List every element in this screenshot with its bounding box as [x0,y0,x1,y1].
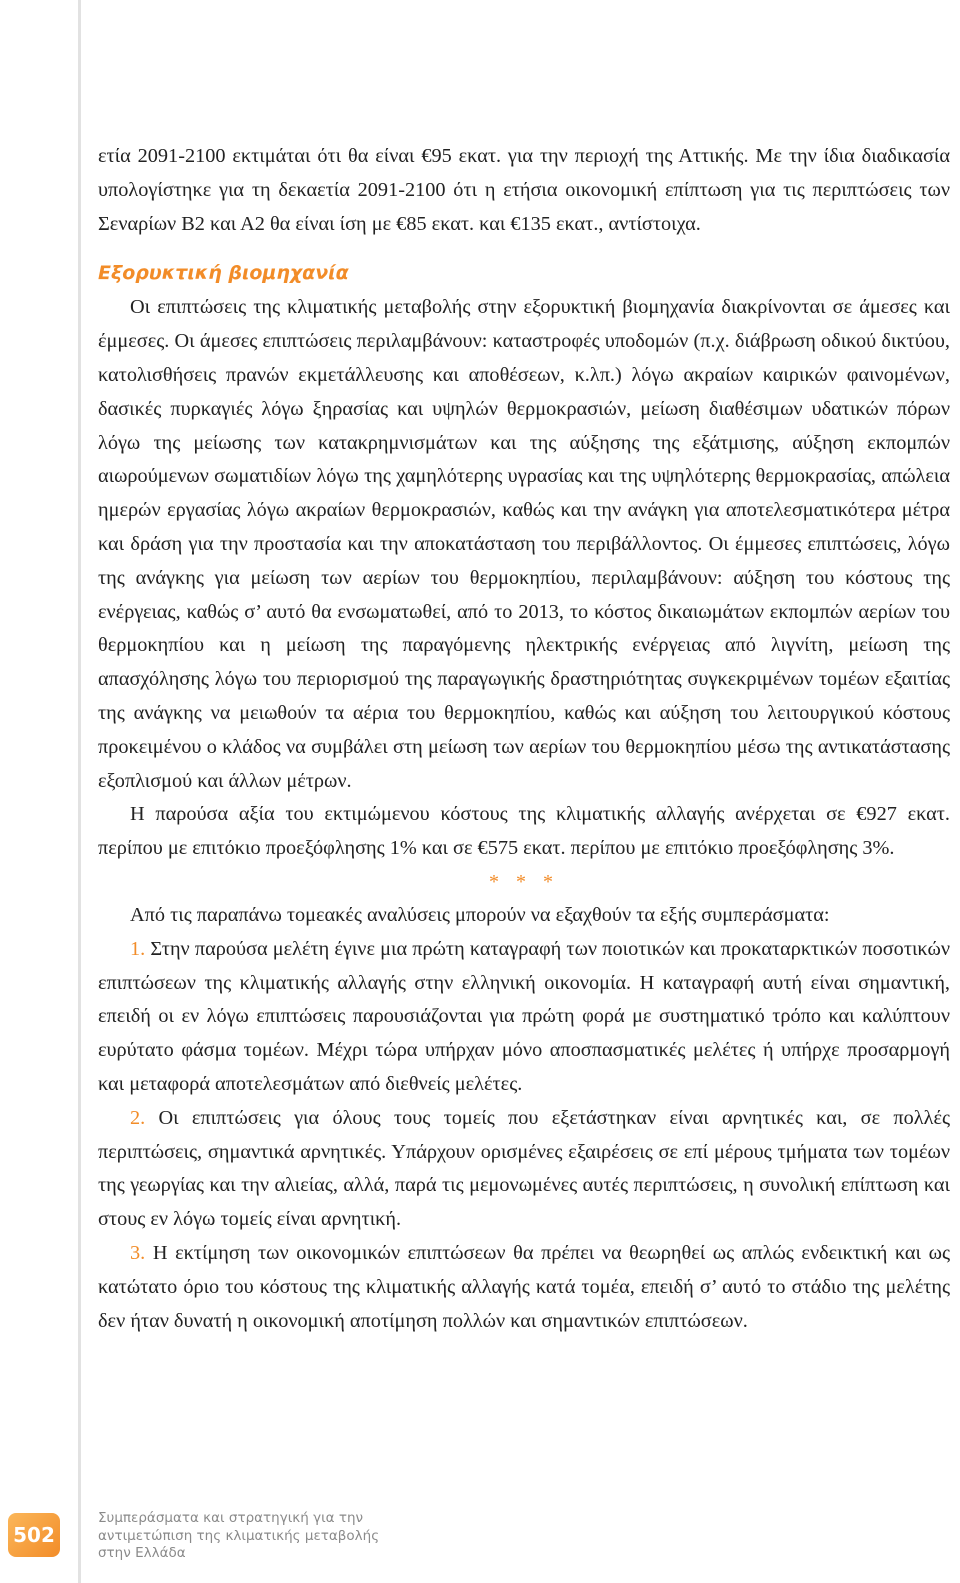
conclusion-text: Οι επιπτώσεις για όλους τους τομείς που εξετάστηκαν είναι αρνητικές και, σε πολλές περιπτώσεις, σημαντικά αρνητικές. Υπάρχουν ορισμένες εξαιρέσεις σε επί μέρους τμήματα των τομέων της γεωργίας και την αλιείας, αλλά, παρά τις μεμονωμένες αυτές περιπτώσεις, η συνολική επίπτωση και στους εν λόγω τομείς είναι αρνητική. [98,1106,950,1231]
paragraph-mining-impacts: Οι επιπτώσεις της κλιματικής μεταβολής στην εξορυκτική βιομηχανία διακρίνονται σε άμεσες και έμμεσες. Οι άμεσες επιπτώσεις περιλαμβάνουν: καταστροφές υποδομών (π.χ. διάβρωση οδικού δικτύου, κατολισθήσεις πρανών εκμετάλλευσης και αποθέσεων, κ.λπ.) λόγω ακραίων καιρικών φαινομένων, δασικές πυρκαγιές λόγω ξηρασίας και υψηλών θερμοκρασιών, μείωση διαθέσιμων υδατικών πόρων λόγω της μείωσης των κατακρημνισμάτων και της αύξησης της εξάτμισης, αύξηση εκπομπών αιωρούμενων σωματιδίων λόγω της χαμηλότερης υγρασίας και της υψηλότερης θερμοκρασίας, απώλεια ημερών εργασίας λόγω ακραίων θερμοκρασιών, καθώς και την ανάγκη για αποτελεσματικότερα μέτρα και δράση για την προστασία και την αποκατάσταση του περιβάλλοντος. Οι έμμεσες επιπτώσεις, λόγω της ανάγκης για μείωση των αερίων του θερμοκηπίου, περιλαμβάνουν: αύξηση του κόστους της ενέργειας, καθώς σ’ αυτό θα ενσωματωθεί, από το 2013, το κόστος δικαιωμάτων εκπομπών αερίων του θερμοκηπίου και η μείωση της παραγόμενης ηλεκτρικής ενέργειας από λιγνίτη, μείωση της απασχόλησης λόγω του περιορισμού της παραγωγικής δραστηριότητας συγκεκριμένων τομέων εξαιτίας της ανάγκης να μειωθούν τα αέρια του θερμοκηπίου, καθώς και αύξηση του λειτουργικού κόστους προκειμένου ο κλάδος να συμβάλει στη μείωση των αερίων του θερμοκηπίου μέσω της αντικατάστασης εξοπλισμού και άλλων μέτρων. [98,296,950,792]
conclusion-number: 3. [130,1241,146,1264]
conclusion-number: 1. [130,937,146,960]
conclusion-item-3 [98,1237,950,1338]
footer-title-line: αντιμετώπιση της κλιματικής μεταβολής [98,1527,380,1544]
paragraph-continuation: ετία 2091-2100 εκτιμάται ότι θα είναι €95 εκατ. για την περιοχή της Αττικής. Με την ίδια διαδικασία υπολογίστηκε για τη δεκαετία 2091-2100 ότι η ετήσια οικονομική επίπτωση για τις περιπτώσεις των Σεναρίων Β2 και Α2 θα είναι ίση με €85 εκατ. και €135 εκατ., αντίστοιχα. [98,145,950,235]
paragraph-present-value: Η παρούσα αξία του εκτιμώμενου κόστους της κλιματικής αλλαγής ανέρχεται σε €927 εκατ. περίπου με επιτόκιο προεξόφλησης 1% και σε €575 εκατ. περίπου με επιτόκιο προεξόφλησης 3%. [98,803,950,860]
conclusion-text: Η εκτίμηση των οικονομικών επιπτώσεων θα πρέπει να θεωρηθεί ως απλώς ενδεικτική και ως κατώτατο όριο του κόστους της κλιματικής αλλαγής κατά τομέα, επειδή σ’ αυτό το στάδιο της μελέτης δεν ήταν δυνατή η οικονομική αποτίμηση πολλών και σημαντικών επιπτώσεων. [98,1241,950,1332]
footer-title-line: Συμπεράσματα και στρατηγική για την [98,1510,364,1526]
running-footer-title [98,1510,418,1563]
conclusion-item-1 [98,933,950,1102]
section-heading-mining: Εξορυκτική βιομηχανία [98,262,349,285]
footer-title-line: στην Ελλάδα [98,1545,186,1561]
conclusion-item-2 [98,1102,950,1237]
page-margin-rule [78,0,81,1583]
section-separator: * * * [489,870,559,893]
conclusion-number: 2. [130,1106,146,1129]
paragraph-conclusions-intro: Από τις παραπάνω τομεακές αναλύσεις μπορούν να εξαχθούν τα εξής συμπεράσματα: [130,903,830,926]
page-body [98,140,950,1338]
conclusion-text: Στην παρούσα μελέτη έγινε μια πρώτη καταγραφή των ποιοτικών και προκαταρκτικών ποσοτικών επιπτώσεων της κλιματικής αλλαγής στην ελληνική οικονομία. Η καταγραφή αυτή είναι σημαντική, επειδή οι εν λόγω επιπτώσεις παρουσιάζονται για πρώτη φορά με συστηματικό τρόπο και καλύπτουν ευρύτατο φάσμα τομέων. Μέχρι τώρα υπήρχαν μόνο αποσπασματικές μελέτες ή υπήρχε προσαρμογή και μεταφορά αποτελεσμάτων από διεθνείς μελέτες. [98,937,950,1095]
page-number-badge: 502 [8,1513,60,1557]
